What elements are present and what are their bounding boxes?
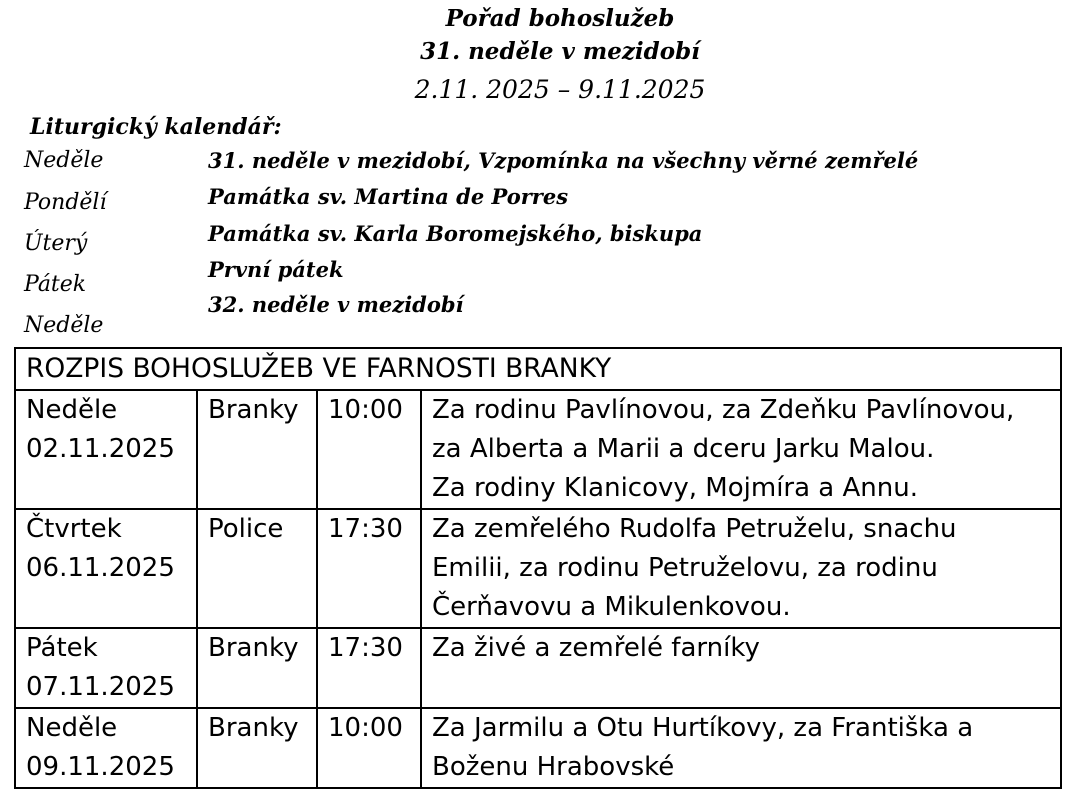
calendar-event: Památka sv. Karla Boromejského, biskupa	[208, 221, 703, 246]
day-cell	[15, 628, 197, 708]
intention-line: Boženu Hrabovské	[432, 752, 675, 782]
calendar-day: Neděle	[24, 148, 104, 173]
page-title: Pořad bohoslužeb	[445, 5, 675, 32]
day-date: 06.11.2025	[26, 553, 175, 583]
table-row	[15, 628, 1061, 708]
calendar-day: Pondělí	[24, 190, 107, 215]
schedule-table	[14, 347, 1062, 789]
table-row	[15, 708, 1061, 788]
time-cell: 10:00	[317, 390, 421, 509]
day-cell	[15, 390, 197, 509]
place-cell: Branky	[197, 628, 317, 708]
intention-cell	[421, 390, 1061, 509]
page-subtitle: 31. neděle v mezidobí	[420, 38, 700, 65]
day-name: Čtvrtek	[26, 514, 122, 544]
intention-line: Za Jarmilu a Otu Hurtíkovy, za Františka a	[432, 713, 974, 743]
intention-line: Emilii, za rodinu Petruželovu, za rodinu	[432, 553, 938, 583]
intention-cell	[421, 509, 1061, 628]
intention-cell	[421, 628, 1061, 708]
calendar-title: Liturgický kalendář:	[30, 114, 282, 140]
intention-line: Za živé a zemřelé farníky	[432, 633, 760, 663]
day-name: Neděle	[26, 713, 118, 743]
calendar-day: Úterý	[24, 231, 88, 256]
date-range: 2.11. 2025 – 9.11.2025	[414, 75, 706, 104]
calendar-event: Památka sv. Martina de Porres	[208, 184, 569, 209]
table-row	[15, 390, 1061, 509]
intention-cell	[421, 708, 1061, 788]
intention-line: Za rodiny Klanicovy, Mojmíra a Annu.	[432, 473, 918, 503]
day-name: Neděle	[26, 395, 118, 425]
intention-line: Čerňavovu a Mikulenkovou.	[432, 592, 791, 622]
intention-line: Za zemřelého Rudolfa Petruželu, snachu	[432, 514, 957, 544]
day-date: 07.11.2025	[26, 672, 175, 702]
table-row	[15, 509, 1061, 628]
intention-line: za Alberta a Marii a dceru Jarku Malou.	[432, 434, 935, 464]
place-cell: Branky	[197, 708, 317, 788]
day-date: 09.11.2025	[26, 752, 175, 782]
day-name: Pátek	[26, 633, 98, 663]
day-date: 02.11.2025	[26, 434, 175, 464]
time-cell: 17:30	[317, 509, 421, 628]
day-cell	[15, 708, 197, 788]
schedule-title-row	[15, 348, 1061, 390]
time-cell: 17:30	[317, 628, 421, 708]
intention-line: Za rodinu Pavlínovou, za Zdeňku Pavlínovou,	[432, 395, 1015, 425]
calendar-day: Neděle	[24, 313, 104, 338]
place-cell: Police	[197, 509, 317, 628]
time-cell: 10:00	[317, 708, 421, 788]
calendar-event: První pátek	[208, 257, 344, 282]
calendar-event: 32. neděle v mezidobí	[208, 292, 464, 317]
place-cell: Branky	[197, 390, 317, 509]
calendar-day: Pátek	[24, 272, 87, 297]
calendar-event: 31. neděle v mezidobí, Vzpomínka na všechny věrné zemřelé	[208, 148, 919, 173]
schedule-title: ROZPIS BOHOSLUŽEB VE FARNOSTI BRANKY	[15, 348, 1061, 390]
day-cell	[15, 509, 197, 628]
